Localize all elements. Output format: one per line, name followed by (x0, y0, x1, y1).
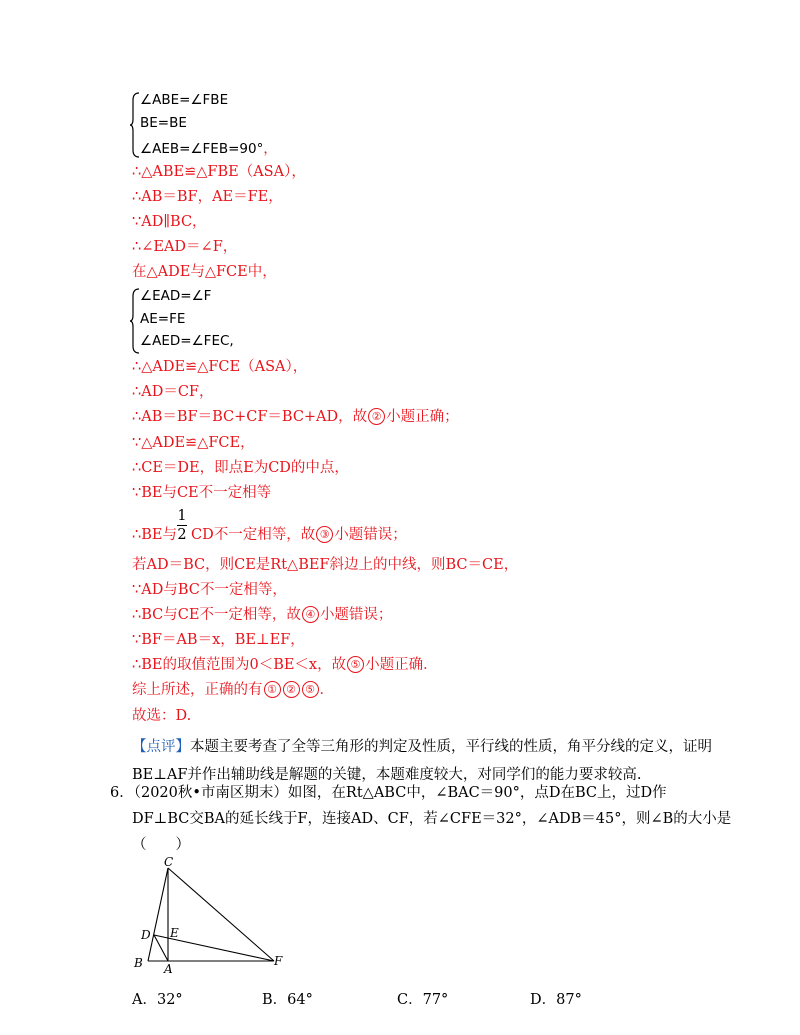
label-C: C (164, 855, 174, 869)
proof-line-6: ∴△ADE≌△FCE（ASA）， (132, 359, 308, 375)
option-d: D．87° (530, 992, 582, 1008)
proof-line-13: 若AD＝BC，则CE是Rt△BEF斜边上的中线，则BC＝CE， (132, 557, 519, 573)
brace-icon (130, 288, 140, 354)
segment-BC (148, 868, 168, 961)
proof-line-12 (132, 525, 407, 545)
proof-line-17-tail: 小题正确． (365, 657, 438, 673)
system2-row-3: ∠AED=∠FEC, (140, 333, 234, 349)
proof-line-18-text: 综上所述，正确的有 (132, 682, 263, 698)
proof-line-10: ∴CE＝DE，即点E为CD的中点， (132, 460, 349, 476)
proof-line-12-text: ∴BE与 (132, 527, 177, 543)
fraction-numerator: 1 (177, 508, 187, 524)
circled-number: ⑤ (347, 656, 364, 673)
segment-CF (168, 868, 274, 961)
question-6 (110, 780, 732, 858)
circled-number: ② (368, 408, 385, 425)
proof-line-3: ∵AD∥BC， (132, 214, 207, 230)
system2-row-1: ∠EAD=∠F (140, 288, 212, 304)
question-line-1: 6．（2020秋•市南区期末）如图，在Rt△ABC中，∠BAC＝90°，点D在BC上，过D作 (110, 785, 667, 801)
proof-line-16: ∵BF＝AB＝x，BE⊥EF， (132, 632, 305, 648)
proof-line-18-tail: ． (319, 682, 334, 698)
proof-line-7: ∴AD＝CF， (132, 384, 214, 400)
proof-line-17 (132, 655, 438, 675)
proof-line-8 (132, 407, 459, 427)
label-A: A (164, 962, 173, 975)
circled-number: ⑤ (302, 681, 319, 698)
proof-line-14: ∵AD与BC不一定相等， (132, 582, 287, 598)
label-B: B (134, 956, 143, 970)
system1-trail: ， (263, 141, 277, 157)
review-text-1: 本题主要考查了全等三角形的判定及性质，平行线的性质，角平分线的定义，证明 (190, 739, 712, 755)
circled-number: ③ (316, 526, 333, 543)
label-D: D (141, 928, 151, 942)
circled-number: ④ (302, 606, 319, 623)
proof-line-8-tail: 小题正确； (386, 409, 459, 425)
fraction-denominator: 2 (177, 527, 187, 544)
brace-icon (130, 92, 140, 158)
proof-line-1: ∴△ABE≌△FBE（ASA）， (132, 164, 306, 180)
proof-line-18 (132, 680, 334, 700)
proof-line-12-tail: 小题错误； (334, 527, 407, 543)
label-E: E (170, 926, 179, 940)
circled-number: ① (264, 681, 281, 698)
label-F: F (274, 954, 283, 968)
geometry-figure (128, 855, 288, 975)
option-a: A．32° (132, 992, 183, 1008)
review-tag: 【点评】 (132, 739, 190, 755)
review-text-2: BE⊥AF并作出辅助线是解题的关键，本题难度较大，对同学们的能力要求较高. (132, 767, 642, 783)
proof-line-8-text: ∴AB＝BF＝BC+CF＝BC+AD，故 (132, 409, 368, 425)
proof-line-9: ∵△ADE≌△FCE， (132, 435, 255, 451)
proof-line-17-text: ∴BE的取值范围为0＜BE＜x，故 (132, 657, 347, 673)
proof-line-19: 故选：D. (132, 708, 192, 724)
option-c: C．77° (397, 992, 449, 1008)
system2-row-2: AE=FE (140, 311, 186, 327)
option-b: B．64° (262, 992, 313, 1008)
proof-line-12-mid: CD不一定相等，故 (190, 527, 316, 543)
proof-line-15-text: ∴BC与CE不一定相等，故 (132, 607, 301, 623)
proof-line-5: 在△ADE与△FCE中， (132, 264, 277, 280)
segment-AD (154, 935, 168, 961)
system1-row-1: ∠ABE=∠FBE (140, 92, 229, 108)
circled-number: ② (283, 681, 300, 698)
proof-line-11: ∵BE与CE不一定相等 (132, 485, 272, 501)
question-line-2: DF⊥BC交BA的延长线于F，连接AD、CF，若∠CFE＝32°，∠ADB＝45°，则∠B的大小是 (132, 811, 732, 827)
proof-line-15-tail: 小题错误； (319, 607, 393, 623)
question-line-3: （ ） (132, 837, 190, 853)
system1-row-3 (140, 137, 277, 157)
fraction-one-half (177, 508, 187, 543)
fraction-bar (177, 525, 187, 526)
system1-row-2: BE=BE (140, 115, 187, 131)
proof-line-4: ∴∠EAD＝∠F， (132, 239, 238, 255)
system1-row-3-text: ∠AEB=∠FEB=90° (140, 141, 264, 157)
proof-line-2: ∴AB＝BF，AE＝FE， (132, 189, 283, 205)
proof-line-15 (132, 605, 392, 625)
